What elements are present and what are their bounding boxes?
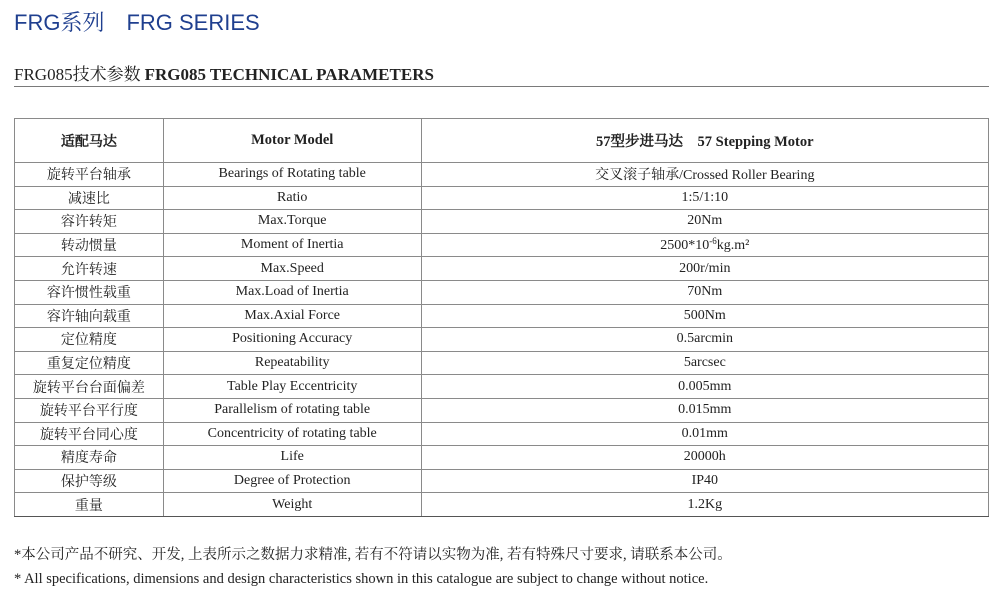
- param-value: 70Nm: [421, 280, 988, 304]
- table-row: [15, 469, 989, 493]
- table-row: [15, 163, 989, 187]
- param-name-en: Degree of Protection: [163, 469, 421, 493]
- param-name-en: Max.Axial Force: [163, 304, 421, 328]
- param-name-cn: 减速比: [15, 186, 164, 210]
- param-value: 1:5/1:10: [421, 186, 988, 210]
- series-title-cn: FRG系列: [14, 10, 105, 35]
- param-name-en: Max.Load of Inertia: [163, 280, 421, 304]
- param-name-cn: 容许惯性载重: [15, 280, 164, 304]
- param-name-en: Moment of Inertia: [163, 233, 421, 257]
- table-row: [15, 233, 989, 257]
- table-row: [15, 328, 989, 352]
- table-row: [15, 398, 989, 422]
- param-value: 5arcsec: [421, 351, 988, 375]
- param-name-en: Repeatability: [163, 351, 421, 375]
- param-name-cn: 精度寿命: [15, 446, 164, 470]
- param-value-unit: kg.m²: [716, 238, 750, 254]
- table-row: [15, 280, 989, 304]
- param-value: [421, 233, 988, 257]
- series-header: [14, 6, 260, 37]
- table-header-row: [15, 119, 989, 163]
- param-name-en: Max.Torque: [163, 210, 421, 234]
- param-value: 交叉滚子轴承/Crossed Roller Bearing: [421, 163, 988, 187]
- param-value: 0.01mm: [421, 422, 988, 446]
- param-value-exponent: -6: [709, 236, 717, 247]
- footnotes: [14, 543, 732, 591]
- table-row: [15, 375, 989, 399]
- param-name-cn: 重复定位精度: [15, 351, 164, 375]
- param-name-cn: 旋转平台同心度: [15, 422, 164, 446]
- table-row: [15, 422, 989, 446]
- technical-parameters-table: [14, 118, 989, 517]
- section-title-en: FRG085 TECHNICAL PARAMETERS: [144, 65, 434, 84]
- param-name-en: Max.Speed: [163, 257, 421, 281]
- param-name-cn: 旋转平台轴承: [15, 163, 164, 187]
- param-name-en: Ratio: [163, 186, 421, 210]
- header-adapted-motor: 适配马达: [15, 119, 164, 163]
- table-row: [15, 257, 989, 281]
- param-name-en: Table Play Eccentricity: [163, 375, 421, 399]
- param-name-en: Parallelism of rotating table: [163, 398, 421, 422]
- table-row: [15, 493, 989, 517]
- table-row: [15, 446, 989, 470]
- param-name-en: Bearings of Rotating table: [163, 163, 421, 187]
- table-row: [15, 304, 989, 328]
- param-name-cn: 容许轴向载重: [15, 304, 164, 328]
- param-name-cn: 允许转速: [15, 257, 164, 281]
- table-row: [15, 210, 989, 234]
- param-value-base: 2500*10: [660, 238, 710, 254]
- param-name-en: Concentricity of rotating table: [163, 422, 421, 446]
- param-value: IP40: [421, 469, 988, 493]
- param-value: 0.5arcmin: [421, 328, 988, 352]
- param-value: 0.005mm: [421, 375, 988, 399]
- title-divider: [14, 86, 989, 87]
- param-value: 1.2Kg: [421, 493, 988, 517]
- param-name-cn: 保护等级: [15, 469, 164, 493]
- param-value: 20000h: [421, 446, 988, 470]
- param-name-en: Weight: [163, 493, 421, 517]
- param-name-cn: 旋转平台平行度: [15, 398, 164, 422]
- param-value: 0.015mm: [421, 398, 988, 422]
- param-name-cn: 旋转平台台面偏差: [15, 375, 164, 399]
- param-name-en: Life: [163, 446, 421, 470]
- section-title: [14, 60, 434, 85]
- footnote-cn: *本公司产品不研究、开发, 上表所示之数据力求精准, 若有不符请以实物为准, 若有特殊尺寸要求, 请联系本公司。: [14, 547, 732, 563]
- param-name-cn: 定位精度: [15, 328, 164, 352]
- header-motor-model: Motor Model: [163, 119, 421, 163]
- footnote-en: * All specifications, dimensions and design characteristics shown in this catalogue are subject to change without notice.: [14, 571, 709, 587]
- table-row: [15, 351, 989, 375]
- param-value: 500Nm: [421, 304, 988, 328]
- param-name-cn: 重量: [15, 493, 164, 517]
- param-name-cn: 转动惯量: [15, 233, 164, 257]
- series-title-en: FRG SERIES: [126, 10, 260, 35]
- section-title-cn: FRG085技术参数: [14, 65, 141, 84]
- param-name-cn: 容许转矩: [15, 210, 164, 234]
- param-value: 200r/min: [421, 257, 988, 281]
- header-stepping-motor: 57型步进马达 57 Stepping Motor: [421, 119, 988, 163]
- param-name-en: Positioning Accuracy: [163, 328, 421, 352]
- table-row: [15, 186, 989, 210]
- param-value: 20Nm: [421, 210, 988, 234]
